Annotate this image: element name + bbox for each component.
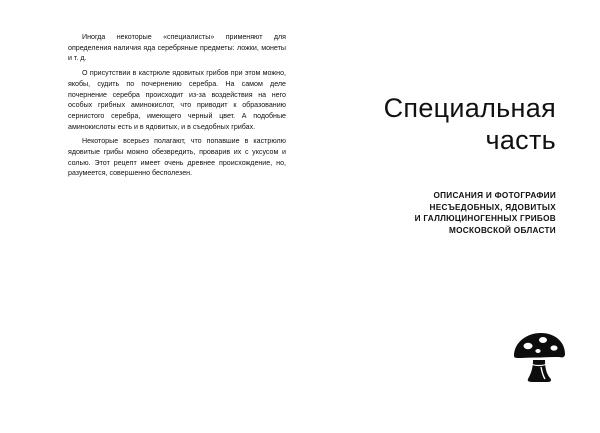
subtitle-line-1: ОПИСАНИЯ И ФОТОГРАФИИ [433, 191, 556, 200]
paragraph-vinegar-recipe: Некоторые всерьез полагают, что попавшие в кастрюлю ядовитые грибы можно обезвредить, проварив их с уксусом и солью. Этот рецепт имеет очень древнее происхождение, но, разумеется, совершенно бесполезен. [68, 137, 286, 178]
paragraph-silver-objects: Иногда некоторые «специалисты» применяют для определения наличия яда серебряные предметы: ложки, монеты и т. д. [68, 33, 286, 63]
section-title [384, 92, 556, 156]
section-title-line-1: Специальная [383, 93, 556, 123]
mushroom-icon [511, 330, 567, 384]
paragraph-silver-blackening: О присутствии в кастрюле ядовитых грибов при этом можно, якобы, судить по почернению серебра. На самом деле почернение серебра происходит из-за воздействия на него особых грибных аминокислот, что приводит к образованию сернистого серебра, имеющего черный цвет. А подобные аминокислоты есть и в ядовитых, и в съедобных грибах. [68, 69, 286, 131]
subtitle-line-2: НЕСЪЕДОБНЫХ, ЯДОВИТЫХ [429, 202, 556, 212]
subtitle-line-4: МОСКОВСКОЙ ОБЛАСТИ [448, 225, 556, 235]
left-page-text [68, 32, 286, 183]
subtitle-line-3: И ГАЛЛЮЦИНОГЕННЫХ ГРИБОВ [414, 214, 556, 224]
section-title-line-2: часть [485, 125, 556, 155]
section-subtitle [356, 190, 556, 236]
